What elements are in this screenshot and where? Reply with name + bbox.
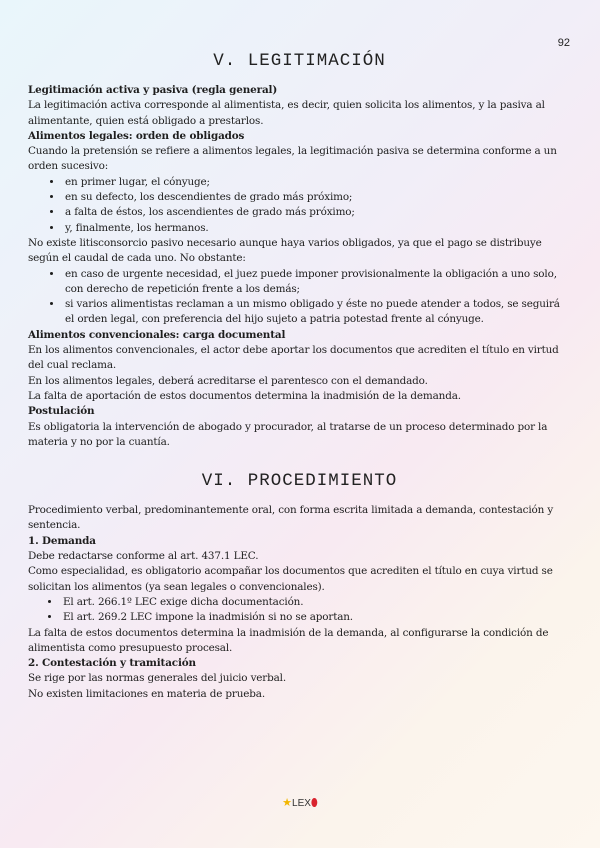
list-item: • a falta de éstos, los ascendientes de grado más próximo; — [63, 205, 571, 220]
list-item: • en primer lugar, el cónyuge; — [63, 175, 571, 190]
document-page — [28, 0, 571, 702]
section-procedimiento-body — [28, 503, 571, 702]
subheading-contestacion: 2. Contestación y tramitación — [28, 657, 196, 670]
subheading-postulacion: Postulación — [28, 405, 95, 418]
documentation-list — [28, 595, 571, 626]
star-icon: ★ — [282, 797, 293, 809]
paragraph: La legitimación activa corresponde al alimentista, es decir, quien solicita los alimentos, y la pasiva al alimentante, quien está obligado a prestarlos. — [28, 99, 545, 127]
footer-text: LEX — [292, 798, 311, 809]
paragraph: Procedimiento verbal, predominantemente oral, con forma escrita limitada a demanda, contestación y sentencia. — [28, 504, 554, 532]
paragraph: No existen limitaciones en materia de prueba. — [28, 687, 265, 700]
list-item: • si varios alimentistas reclaman a un mismo obligado y éste no puede atender a todos, se seguirá el orden legal, con preferencia del hijo sujeto a patria potestad frente al cónyuge. — [63, 297, 571, 328]
subheading-carga-documental: Alimentos convencionales: carga documental — [28, 328, 286, 341]
section-legitimacion-body — [28, 83, 571, 450]
list-item: • El art. 269.2 LEC impone la inadmisión si no se aportan. — [61, 610, 571, 625]
paragraph: Cuando la pretensión se refiere a alimentos legales, la legitimación pasiva se determina conforme a un orden sucesivo: — [28, 145, 557, 173]
subheading-regla-general: Legitimación activa y pasiva (regla general) — [28, 84, 278, 96]
section-title-procedimiento: VI. PROCEDIMIENTO — [201, 471, 398, 492]
paragraph: Debe redactarse conforme al art. 437.1 LEC. — [28, 550, 259, 563]
list-item: • en su defecto, los descendientes de grado más próximo; — [63, 190, 571, 205]
subheading-orden-obligados: Alimentos legales: orden de obligados — [28, 129, 245, 142]
subheading-demanda: 1. Demanda — [28, 534, 96, 547]
paragraph: La falta de aportación de estos documentos determina la inadmisión de la demanda. — [28, 389, 461, 402]
paragraph: En los alimentos legales, deberá acreditarse el parentesco con el demandado. — [28, 374, 428, 387]
paragraph: Se rige por las normas generales del juicio verbal. — [28, 672, 286, 685]
paragraph: Es obligatoria la intervención de abogado y procurador, al tratarse de un proceso determinado por la materia y no por la cuantía. — [28, 420, 548, 448]
section-title-legitimacion: V. LEGITIMACIÓN — [213, 51, 386, 71]
footer-brand — [0, 796, 600, 810]
list-item: • El art. 266.1º LEC exige dicha documentación. — [61, 595, 571, 610]
list-item: • y, finalmente, los hermanos. — [63, 221, 571, 236]
order-list — [28, 175, 571, 236]
exception-list — [28, 267, 571, 328]
paragraph: En los alimentos convencionales, el actor debe aportar los documentos que acrediten el título en virtud del cual reclama. — [28, 344, 559, 372]
paragraph: No existe litisconsorcio pasivo necesario aunque haya varios obligados, ya que el pago se distribuye según el caudal de cada uno. No obstante: — [28, 236, 542, 265]
paragraph: La falta de estos documentos determina la inadmisión de la demanda, al configurarse la condición de alimentista como presupuesto procesal. — [28, 626, 549, 654]
drop-icon: ⬮ — [310, 797, 318, 809]
list-item: • en caso de urgente necesidad, el juez puede imponer provisionalmente la obligación a uno solo, con derecho de repetición frente a los demás; — [63, 267, 571, 298]
page-number: 92 — [557, 37, 570, 49]
paragraph: Como especialidad, es obligatorio acompañar los documentos que acrediten el título en cuya virtud se solicitan los alimentos (ya sean legales o convencionales). — [28, 565, 553, 593]
